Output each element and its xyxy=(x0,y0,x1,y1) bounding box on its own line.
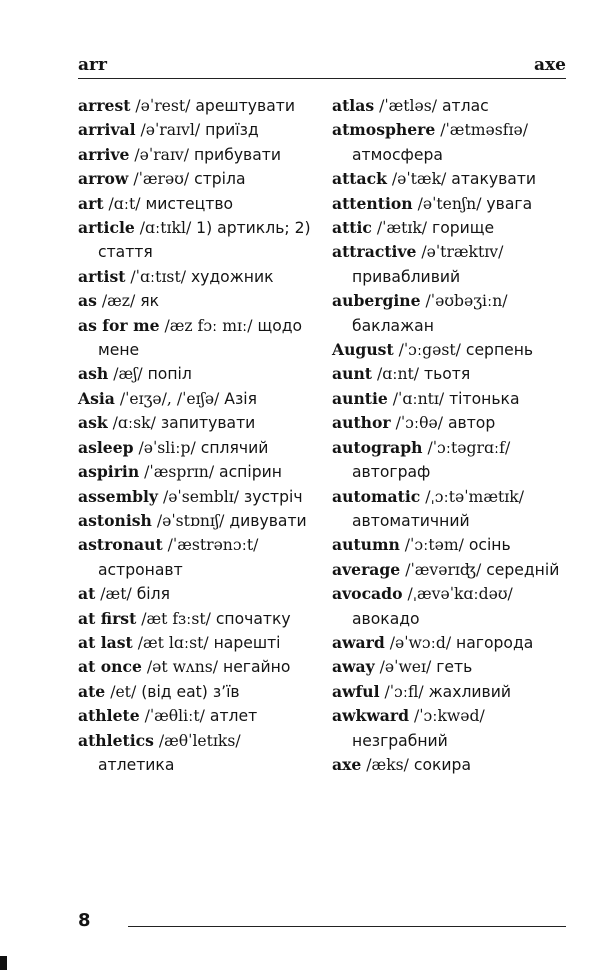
entry-pronunciation: /ˈɑːtɪst/ xyxy=(130,267,186,286)
header-guide-word-left: arr xyxy=(78,55,107,75)
dictionary-entry xyxy=(332,362,568,386)
entry-pronunciation: /ˈæθliːt/ xyxy=(144,707,205,726)
dictionary-entry xyxy=(78,509,314,533)
entry-translation: негайно xyxy=(223,658,291,677)
entry-headword: autograph xyxy=(332,437,423,457)
entry-pronunciation: /əˈweɪ/ xyxy=(379,658,432,677)
entry-pronunciation: /ˈærəʊ/ xyxy=(133,170,190,189)
entry-pronunciation: /æz fɔː mɪː/ xyxy=(164,316,253,335)
entry-headword: ate xyxy=(78,681,106,701)
entry-translation: автор xyxy=(447,414,496,433)
dictionary-entry xyxy=(78,704,314,728)
entry-headword: article xyxy=(78,218,135,238)
dictionary-entry xyxy=(332,167,568,191)
dictionary-entry xyxy=(332,558,568,582)
entry-headword: asleep xyxy=(78,437,134,457)
entry-headword: athlete xyxy=(78,706,140,726)
dictionary-entry xyxy=(78,680,314,704)
page-number: 8 xyxy=(78,910,91,931)
entry-headword: away xyxy=(332,657,375,677)
entry-pronunciation: /æks/ xyxy=(366,755,409,774)
entry-translation: 1) артикль; 2) стаття xyxy=(98,219,311,262)
dictionary-entry xyxy=(332,485,568,534)
dictionary-entry xyxy=(332,655,568,679)
dictionary-entry xyxy=(332,118,568,167)
entry-translation: осінь xyxy=(468,536,511,555)
dictionary-entry xyxy=(332,582,568,631)
dictionary-entry xyxy=(78,655,314,679)
entry-pronunciation: /ˌɔːtəˈmætɪk/ xyxy=(425,487,524,506)
dictionary-entry xyxy=(78,631,314,655)
entry-translation: привабливий xyxy=(352,267,461,286)
entry-translation: запитувати xyxy=(160,414,256,433)
entry-headword: assembly xyxy=(78,486,158,506)
dictionary-entry xyxy=(78,460,314,484)
header-guide-word-right: axe xyxy=(534,55,566,75)
entry-translation: аспірин xyxy=(219,463,282,482)
entry-translation: середній xyxy=(486,560,560,579)
entry-translation: сокира xyxy=(413,755,472,774)
entry-translation: автоматичний xyxy=(352,511,470,530)
dictionary-column-left xyxy=(78,94,314,777)
entry-translation: атмосфера xyxy=(352,145,443,164)
entry-translation: серпень xyxy=(465,341,534,360)
entry-headword: awkward xyxy=(332,706,409,726)
entry-translation: авокадо xyxy=(352,609,420,628)
entry-headword: at xyxy=(78,584,96,604)
entry-translation: горище xyxy=(432,219,495,238)
dictionary-entry xyxy=(78,216,314,265)
dictionary-entry xyxy=(332,216,568,240)
dictionary-entry xyxy=(332,680,568,704)
entry-pronunciation: /ɑːsk/ xyxy=(112,414,156,433)
dictionary-entry xyxy=(78,143,314,167)
entry-headword: avocado xyxy=(332,584,403,604)
entry-pronunciation: /æz/ xyxy=(101,292,136,311)
dictionary-entry xyxy=(78,362,314,386)
entry-translation: атлетика xyxy=(98,755,175,774)
entry-headword: August xyxy=(332,340,394,360)
entry-pronunciation: /æt/ xyxy=(100,585,132,604)
entry-translation: біля xyxy=(136,585,170,604)
entry-headword: auntie xyxy=(332,388,388,408)
scan-edge-mark xyxy=(0,956,7,970)
entry-translation: нарешті xyxy=(213,633,281,652)
entry-pronunciation: /əˈsliːp/ xyxy=(138,438,196,457)
entry-pronunciation: /əˈstɒnɪʃ/ xyxy=(156,511,225,530)
dictionary-entry xyxy=(78,314,314,363)
entry-translation: щодо мене xyxy=(98,316,303,360)
entry-pronunciation: /æt lɑːst/ xyxy=(137,633,209,652)
dictionary-entry xyxy=(332,631,568,655)
entry-pronunciation: /ˈævərɪʤ/ xyxy=(405,560,482,579)
entry-headword: artist xyxy=(78,266,126,286)
entry-headword: astronaut xyxy=(78,535,163,555)
entry-translation: сплячий xyxy=(200,438,269,457)
entry-pronunciation: /əˈraɪv/ xyxy=(134,145,189,164)
entry-pronunciation: /əˈwɔːd/ xyxy=(389,633,452,652)
entry-pronunciation: /ˈɔːθə/ xyxy=(395,414,443,433)
entry-headword: as for me xyxy=(78,315,160,335)
entry-pronunciation: /əˈraɪvl/ xyxy=(140,121,201,140)
entry-translation: дивувати xyxy=(229,511,307,530)
entry-pronunciation: /əˈsemblɪ/ xyxy=(162,487,239,506)
entry-headword: art xyxy=(78,193,104,213)
entry-headword: aspirin xyxy=(78,462,140,482)
dictionary-entry xyxy=(332,436,568,485)
dictionary-entry xyxy=(332,192,568,216)
entry-headword: astonish xyxy=(78,510,152,530)
entry-pronunciation: /ɑːnt/ xyxy=(376,365,420,384)
entry-translation: художник xyxy=(190,267,274,286)
entry-headword: arrest xyxy=(78,96,131,115)
entry-pronunciation: /əˈtræktɪv/ xyxy=(421,243,504,262)
entry-pronunciation: /ˈætɪk/ xyxy=(376,219,428,238)
entry-headword: attractive xyxy=(332,242,417,262)
entry-translation: незграбний xyxy=(352,731,448,750)
entry-pronunciation: /əˈtenʃn/ xyxy=(417,194,482,213)
entry-translation: геть xyxy=(436,658,473,677)
entry-pronunciation: /əˈrest/ xyxy=(135,97,191,115)
dictionary-entry xyxy=(78,533,314,582)
entry-headword: aubergine xyxy=(332,291,421,311)
entry-headword: at once xyxy=(78,657,142,677)
entry-translation: увага xyxy=(486,194,533,213)
dictionary-entry xyxy=(332,240,568,289)
entry-pronunciation: /æʃ/ xyxy=(113,365,143,384)
dictionary-entry xyxy=(78,192,314,216)
dictionary-entry xyxy=(78,94,314,118)
entry-pronunciation: /ˈəʊbəʒiːn/ xyxy=(425,292,508,311)
entry-translation: арештувати xyxy=(195,97,295,115)
entry-pronunciation: /ˈætləs/ xyxy=(379,97,438,115)
entry-translation: як xyxy=(140,292,160,311)
entry-pronunciation: /ˈɔːgəst/ xyxy=(398,341,461,360)
entry-headword: automatic xyxy=(332,486,421,506)
dictionary-entry xyxy=(332,289,568,338)
dictionary-entry xyxy=(78,485,314,509)
entry-translation: атакувати xyxy=(451,170,537,189)
entry-headword: arrival xyxy=(78,120,136,140)
dictionary-entry xyxy=(332,704,568,753)
dictionary-entry xyxy=(78,387,314,411)
entry-pronunciation: /ˈætməsfɪə/ xyxy=(440,121,528,140)
entry-translation: тьотя xyxy=(423,365,471,384)
entry-headword: athletics xyxy=(78,730,154,750)
entry-translation: спочатку xyxy=(215,609,291,628)
dictionary-entry xyxy=(78,436,314,460)
entry-headword: arrow xyxy=(78,169,129,189)
entry-pronunciation: /ˈɑːntɪ/ xyxy=(392,389,445,408)
entry-translation: Азія xyxy=(224,389,257,408)
dictionary-entry xyxy=(78,289,314,313)
entry-pronunciation: /ˈɔːtəm/ xyxy=(404,536,464,555)
dictionary-entry xyxy=(78,607,314,631)
footer-rule xyxy=(128,926,566,927)
entry-pronunciation: /ɑːt/ xyxy=(108,194,141,213)
entry-translation: мистецтво xyxy=(145,194,234,213)
entry-headword: atlas xyxy=(332,96,375,115)
entry-pronunciation: /ˈɔːkwəd/ xyxy=(413,707,485,726)
entry-headword: as xyxy=(78,291,97,311)
entry-headword: at first xyxy=(78,608,137,628)
entry-pronunciation: /ˌævəˈkɑːdəʊ/ xyxy=(407,585,513,604)
entry-translation: попіл xyxy=(147,365,192,384)
entry-translation: тітонька xyxy=(449,389,520,408)
dictionary-entry xyxy=(78,729,314,778)
dictionary-entry xyxy=(78,582,314,606)
dictionary-entry xyxy=(332,411,568,435)
entry-headword: attention xyxy=(332,193,413,213)
entry-headword: axe xyxy=(332,754,362,774)
entry-headword: atmosphere xyxy=(332,120,436,140)
entry-headword: attic xyxy=(332,218,372,238)
entry-translation: автограф xyxy=(352,463,431,482)
dictionary-entry xyxy=(332,387,568,411)
entry-pronunciation: /ˈæstrənɔːt/ xyxy=(167,536,259,555)
entry-translation: зустріч xyxy=(243,487,303,506)
entry-translation: жахливий xyxy=(428,682,512,701)
dictionary-entry xyxy=(332,338,568,362)
dictionary-entry xyxy=(332,94,568,118)
dictionary-entry xyxy=(78,118,314,142)
entry-headword: at last xyxy=(78,632,133,652)
entry-translation: нагорода xyxy=(456,633,534,652)
dictionary-entry xyxy=(332,533,568,557)
entry-translation: баклажан xyxy=(352,316,434,335)
entry-translation: прибувати xyxy=(193,145,282,164)
entry-pronunciation: /ˈɔːfl/ xyxy=(384,682,424,701)
entry-pronunciation: /ˈeɪʒə/, /ˈeɪʃə/ xyxy=(119,389,220,408)
entry-translation: астронавт xyxy=(98,560,183,579)
entry-headword: author xyxy=(332,413,391,433)
entry-pronunciation: /æθˈletɪks/ xyxy=(158,731,241,750)
entry-headword: ask xyxy=(78,413,108,433)
dictionary-entry xyxy=(78,167,314,191)
entry-pronunciation: /ˈæsprɪn/ xyxy=(144,463,215,482)
entry-translation: приїзд xyxy=(205,121,259,140)
dictionary-entry xyxy=(78,411,314,435)
entry-pronunciation: /æt fɜːst/ xyxy=(141,609,211,628)
dictionary-column-right xyxy=(332,94,568,777)
entry-pronunciation: /ət wʌns/ xyxy=(146,658,219,677)
entry-headword: award xyxy=(332,632,385,652)
entry-translation: атлет xyxy=(209,707,258,726)
entry-translation: атлас xyxy=(442,97,489,115)
entry-translation: (від eat) з’їв xyxy=(141,682,240,701)
entry-pronunciation: /əˈtæk/ xyxy=(391,170,447,189)
entry-pronunciation: /ɑːtɪkl/ xyxy=(139,219,192,238)
entry-headword: Asia xyxy=(78,388,115,408)
entry-headword: attack xyxy=(332,169,387,189)
dictionary-entry xyxy=(78,265,314,289)
header-rule xyxy=(78,78,566,79)
entry-pronunciation: /et/ xyxy=(110,682,137,701)
dictionary-entry xyxy=(332,753,568,777)
entry-headword: ash xyxy=(78,364,109,384)
entry-headword: aunt xyxy=(332,364,372,384)
entry-headword: average xyxy=(332,559,401,579)
entry-headword: awful xyxy=(332,681,380,701)
entry-headword: autumn xyxy=(332,535,400,555)
entry-pronunciation: /ˈɔːtəgrɑːf/ xyxy=(427,438,511,457)
entry-translation: стріла xyxy=(194,170,246,189)
entry-headword: arrive xyxy=(78,144,130,164)
